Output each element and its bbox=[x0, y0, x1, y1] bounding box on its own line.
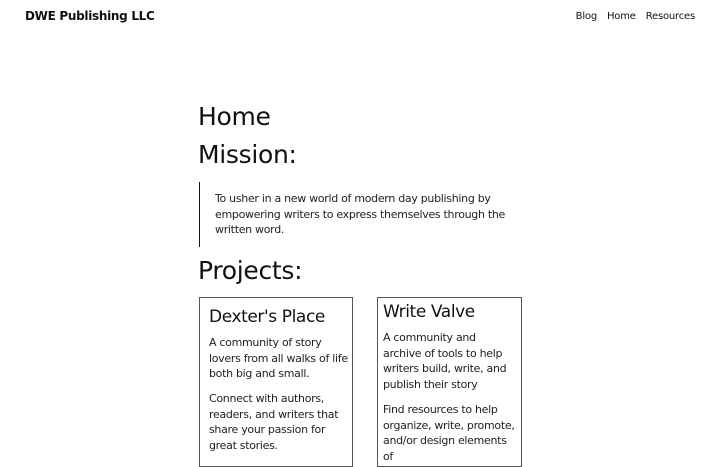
projects-heading: Projects: bbox=[198, 256, 303, 285]
project-description: A community and archive of tools to help writers build, write, and publish their story bbox=[383, 331, 507, 391]
mission-quote bbox=[199, 182, 506, 247]
mission-text: To usher in a new world of modern day publishing by empowering writers to express themselves through the written word. bbox=[215, 192, 506, 236]
project-description: Find resources to help organize, write, promote, and/or design elements of bbox=[383, 403, 515, 463]
nav-link-home[interactable]: Home bbox=[606, 11, 636, 22]
page-title: Home bbox=[198, 102, 271, 131]
nav-link-resources[interactable]: Resources bbox=[645, 11, 695, 22]
project-title: Dexter's Place bbox=[209, 307, 325, 327]
nav-link-blog[interactable]: Blog bbox=[575, 11, 597, 22]
project-description: Connect with authors, readers, and writers that share your passion for great stories. bbox=[209, 392, 339, 452]
project-title: Write Valve bbox=[383, 302, 475, 322]
project-card-dexters-place bbox=[199, 297, 353, 467]
main-nav bbox=[576, 11, 695, 22]
site-title-link[interactable]: DWE Publishing LLC bbox=[25, 9, 155, 23]
project-description: A community of story lovers from all walks of life both big and small. bbox=[209, 336, 348, 380]
project-card-write-valve bbox=[377, 297, 522, 467]
mission-heading: Mission: bbox=[198, 140, 297, 169]
